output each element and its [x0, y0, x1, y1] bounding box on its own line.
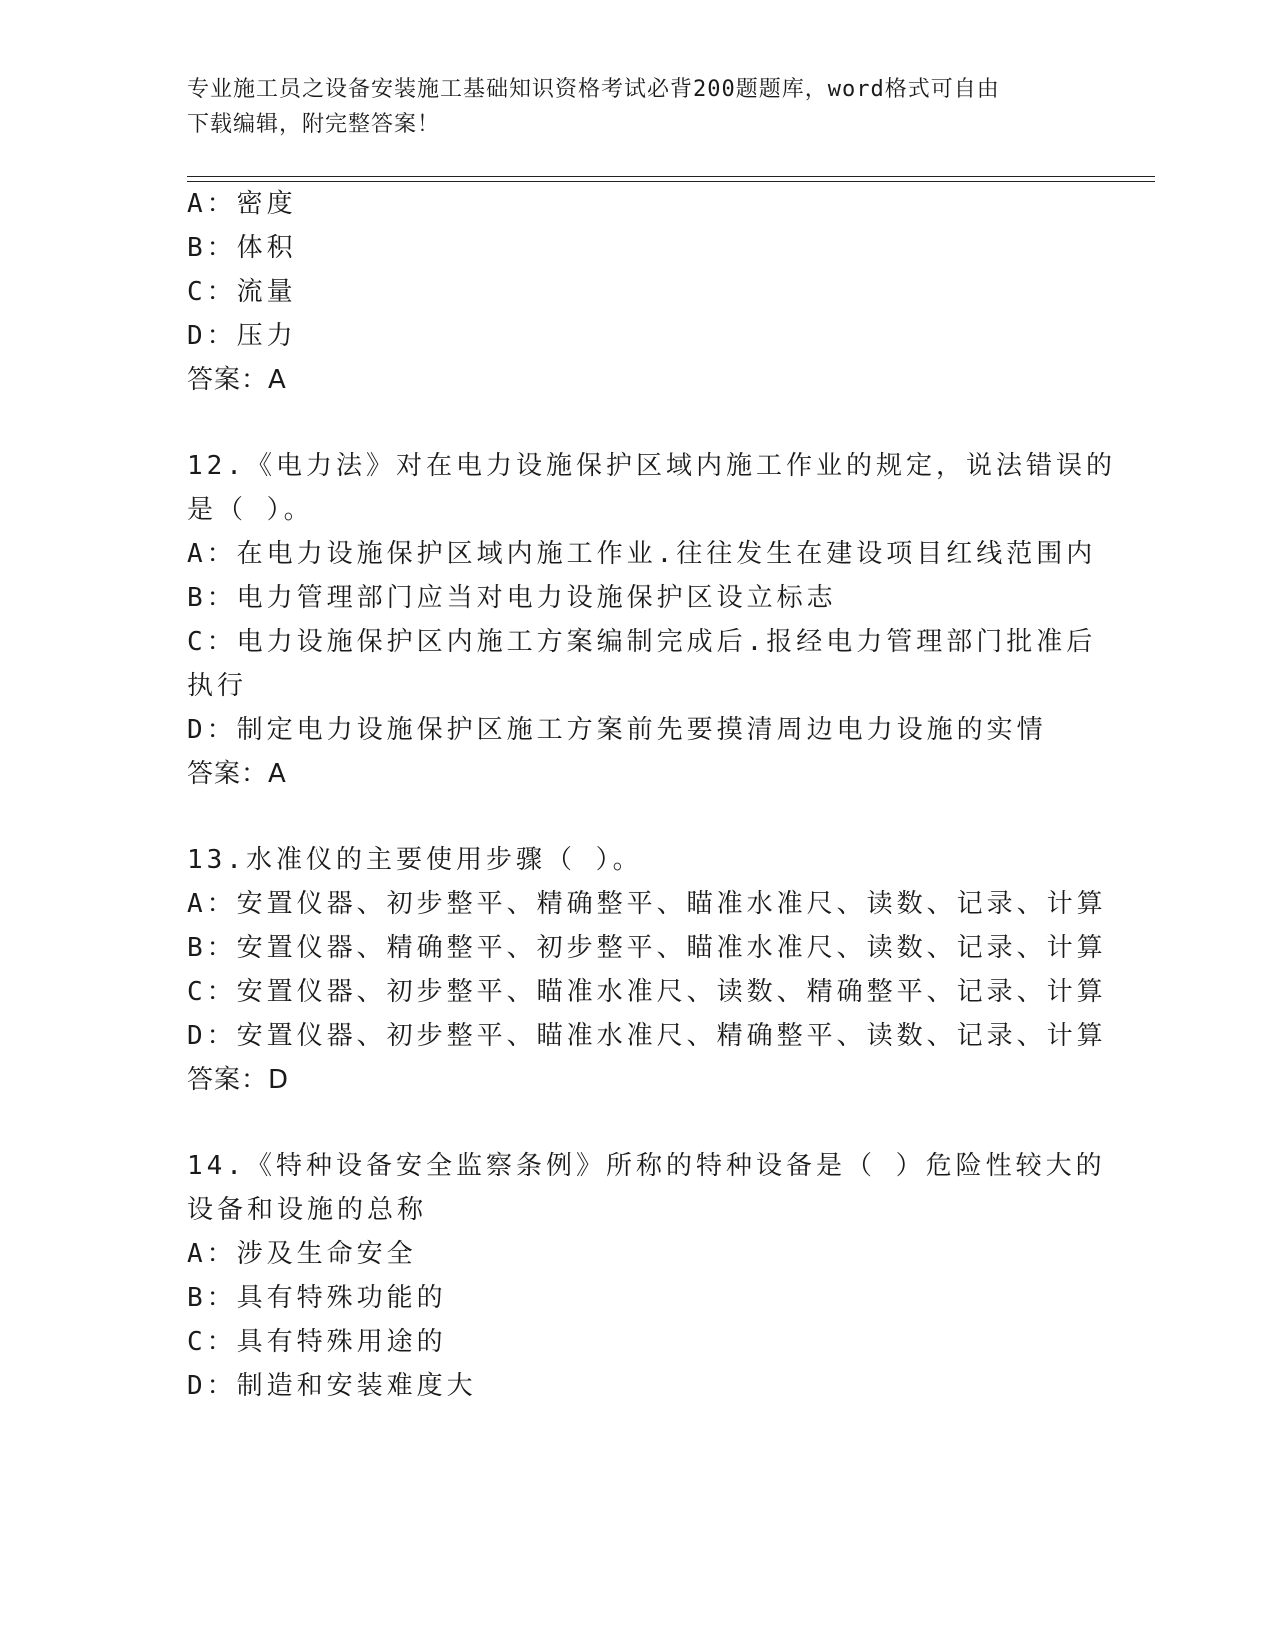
header-title-line-1: 专业施工员之设备安装施工基础知识资格考试必背200题题库，word格式可自由 — [187, 77, 1000, 102]
q11-option-a: A：密度 — [187, 189, 297, 219]
q14-stem-line-2: 设备和设施的总称 — [187, 1195, 428, 1225]
document-header — [187, 72, 1067, 142]
q13-option-b: B：安置仪器、精确整平、初步整平、瞄准水准尺、读数、记录、计算 — [187, 933, 1107, 963]
header-title-line-2: 下载编辑，附完整答案！ — [187, 112, 441, 137]
q14-option-a: A：涉及生命安全 — [187, 1239, 417, 1269]
q12-stem-line-2: 是（ ）。 — [187, 495, 314, 525]
q13-option-c: C：安置仪器、初步整平、瞄准水准尺、读数、精确整平、记录、计算 — [187, 977, 1107, 1007]
q12-option-d: D：制定电力设施保护区施工方案前先要摸清周边电力设施的实情 — [187, 715, 1047, 745]
q12-option-b: B：电力管理部门应当对电力设施保护区设立标志 — [187, 583, 837, 613]
header-divider-bottom — [187, 181, 1155, 182]
q14-option-c: C：具有特殊用途的 — [187, 1327, 447, 1357]
q13-stem: 13.水准仪的主要使用步骤（ ）。 — [187, 845, 643, 875]
q12-stem-line-1: 12.《电力法》对在电力设施保护区域内施工作业的规定，说法错误的 — [187, 451, 1116, 481]
q14-stem-line-1: 14.《特种设备安全监察条例》所称的特种设备是（ ）危险性较大的 — [187, 1151, 1106, 1181]
q11-option-d: D：压力 — [187, 321, 297, 351]
q14-option-d: D：制造和安装难度大 — [187, 1371, 477, 1401]
q13-option-d: D：安置仪器、初步整平、瞄准水准尺、精确整平、读数、记录、计算 — [187, 1021, 1107, 1051]
q12-option-a: A：在电力设施保护区域内施工作业.往往发生在建设项目红线范围内 — [187, 539, 1097, 569]
q13-option-a: A：安置仪器、初步整平、精确整平、瞄准水准尺、读数、记录、计算 — [187, 889, 1107, 919]
q11-option-b: B：体积 — [187, 233, 297, 263]
q12-option-c-line-1: C：电力设施保护区内施工方案编制完成后.报经电力管理部门批准后 — [187, 627, 1097, 657]
header-divider-top — [187, 176, 1155, 177]
q13-answer: 答案：D — [187, 1065, 290, 1095]
q14-option-b: B：具有特殊功能的 — [187, 1283, 447, 1313]
q11-option-c: C：流量 — [187, 277, 297, 307]
q12-answer: 答案：A — [187, 759, 287, 789]
q11-answer: 答案：A — [187, 365, 287, 395]
q12-option-c-line-2: 执行 — [187, 671, 248, 701]
